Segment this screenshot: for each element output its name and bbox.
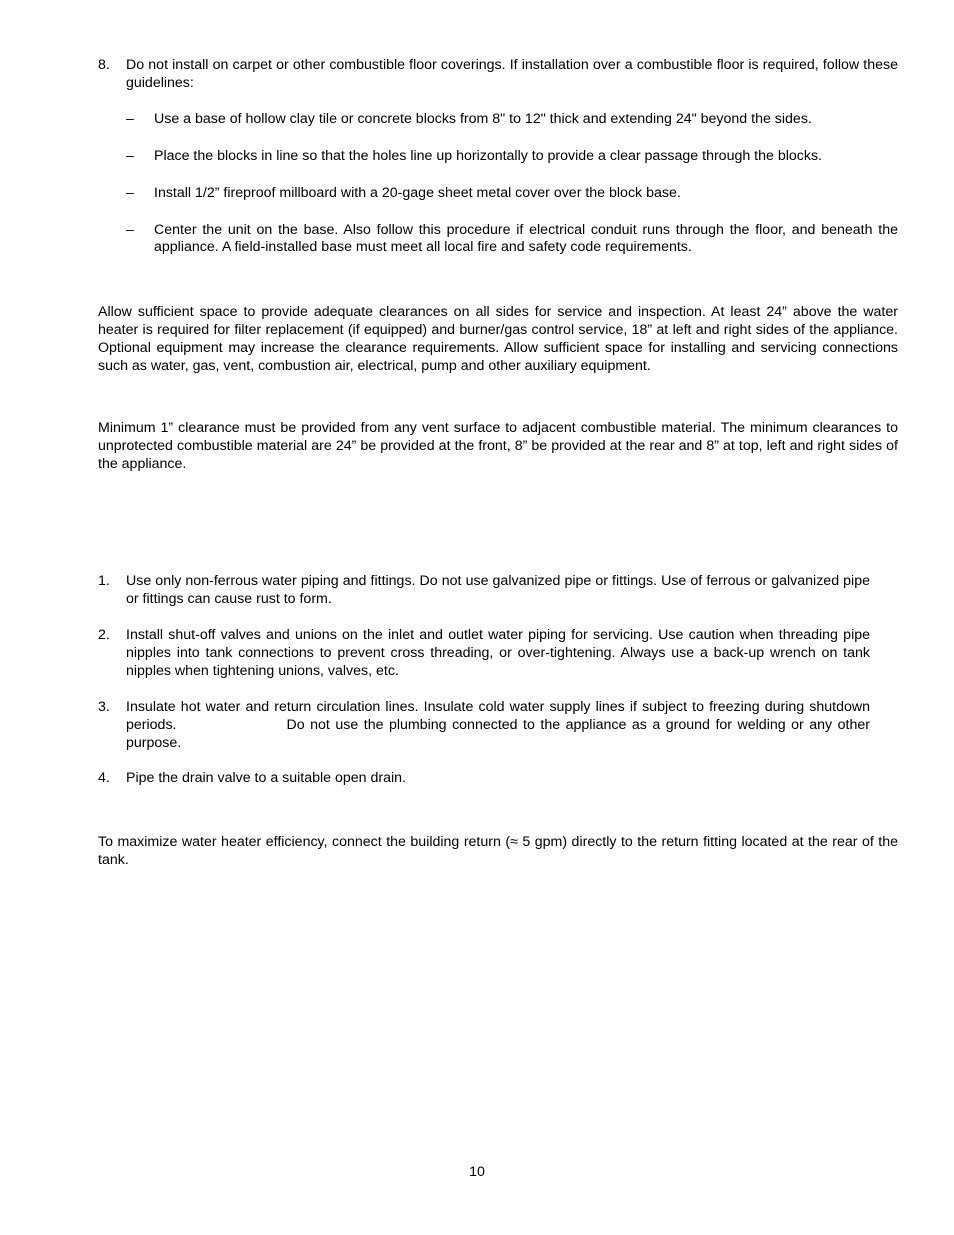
dash-marker: – (126, 222, 134, 238)
insulate-text: Insulate hot water and return circulation lines. Insulate cold water supply lines if subject to freezing during shutdown periods. (126, 699, 870, 733)
guideline-text: Center the unit on the base. Also follow this procedure if electrical conduit runs through the floor, and beneath the appliance. A field-installed base must meet all local fire and safety code requirements. (154, 222, 898, 255)
guideline-text: Install 1/2” fireproof millboard with a 20-gage sheet metal cover over the block base. (154, 185, 681, 201)
list-number: 1. (98, 573, 110, 589)
list-text: Pipe the drain valve to a suitable open drain. (126, 770, 406, 786)
list-number: 4. (98, 770, 110, 786)
dash-marker: – (126, 185, 134, 201)
list-text (126, 698, 870, 752)
list-number: 3. (98, 699, 110, 715)
list-text: Install shut-off valves and unions on the inlet and outlet water piping for servicing. Use caution when threading pipe nipples into tank connections to prevent cross threading, or over-tightening. Always use a back-up wrench on tank nipples when tightening unions, valves, etc. (126, 627, 870, 679)
list-number: 2. (98, 627, 110, 643)
guideline-text: Use a base of hollow clay tile or concrete blocks from 8" to 12" thick and extending 24" beyond the sides. (154, 111, 812, 127)
dash-marker: – (126, 148, 134, 164)
combustible-clearance-paragraph: Minimum 1” clearance must be provided from any vent surface to adjacent combustible material. The minimum clearances to unprotected combustible material are 24” be provided at the front, 8” be provided at the rear and 8” at top, left and right sides of the appliance. (98, 420, 898, 472)
ground-warning-text: Do not use the plumbing connected to the appliance as a ground for welding or any other purpose. (126, 717, 870, 751)
page-number: 10 (469, 1164, 485, 1180)
list-text: Do not install on carpet or other combustible floor coverings. If installation over a combustible floor is required, follow these guidelines: (126, 57, 898, 91)
guideline-text: Place the blocks in line so that the holes line up horizontally to provide a clear passage through the blocks. (154, 148, 823, 164)
return-note-paragraph: To maximize water heater efficiency, connect the building return (≈ 5 gpm) directly to the return fitting located at the rear of the tank. (98, 834, 898, 868)
list-text: Use only non-ferrous water piping and fittings. Do not use galvanized pipe or fittings. Use of ferrous or galvanized pipe or fittings can cause rust to form. (126, 573, 870, 607)
list-number: 8. (98, 57, 110, 73)
dash-marker: – (126, 111, 134, 127)
service-clearance-paragraph: Allow sufficient space to provide adequate clearances on all sides for service and inspection. At least 24” above the water heater is required for filter replacement (if equipped) and burner/gas control service, 18” at left and right sides of the appliance. Optional equipment may increase the clearance requirements. Allow sufficient space for installing and servicing connections such as water, gas, vent, combustion air, electrical, pump and other auxiliary equipment. (98, 304, 898, 374)
list-item-8 (98, 56, 898, 96)
